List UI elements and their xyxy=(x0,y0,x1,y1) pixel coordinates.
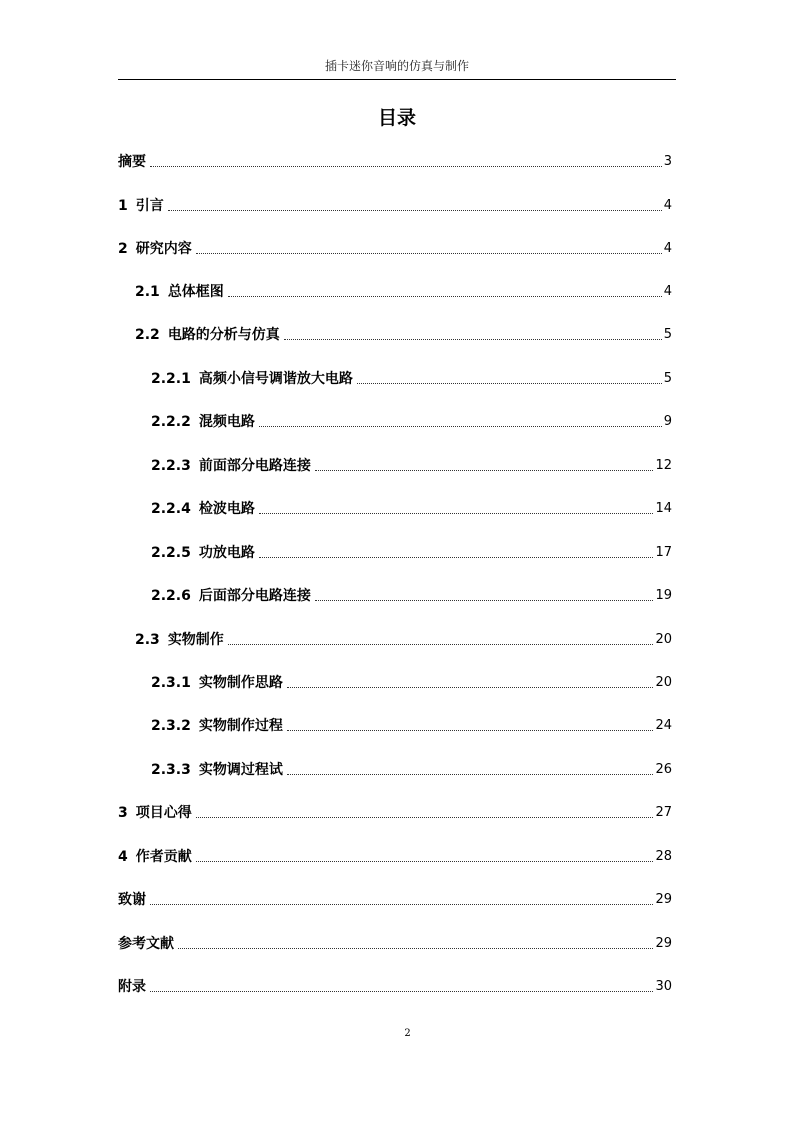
toc-entry-page: 30 xyxy=(655,979,672,994)
leader-dots xyxy=(287,774,654,775)
toc-entry-title: 实物制作过程 xyxy=(198,718,283,734)
toc-entry-number: 1 xyxy=(118,198,128,214)
toc-entry-title: 参考文献 xyxy=(118,936,174,952)
toc-entry-number: 2.3.1 xyxy=(151,675,191,691)
leader-dots xyxy=(284,339,662,340)
toc-entry-page: 3 xyxy=(663,154,672,169)
leader-dots xyxy=(150,991,653,992)
toc-entry-number: 4 xyxy=(118,849,128,865)
toc-entry-title: 后面部分电路连接 xyxy=(198,588,311,604)
running-header: 插卡迷你音响的仿真与制作 xyxy=(324,59,469,73)
toc-entry-number: 2 xyxy=(118,241,128,257)
leader-dots xyxy=(228,644,654,645)
leader-dots xyxy=(315,470,654,471)
toc-entry-appendix[interactable] xyxy=(118,977,672,997)
toc-entry-title: 检波电路 xyxy=(198,501,255,517)
toc-entry-page: 12 xyxy=(655,458,672,473)
toc-entry-build-approach[interactable] xyxy=(151,673,672,693)
toc-entry-title: 电路的分析与仿真 xyxy=(167,327,280,343)
toc-entry-title: 高频小信号调谐放大电路 xyxy=(198,371,353,387)
toc-entry-title: 实物调过程试 xyxy=(198,762,283,778)
toc-entry-page: 17 xyxy=(655,545,672,560)
toc-entry-title: 附录 xyxy=(118,979,146,995)
toc-entry-page: 29 xyxy=(655,892,672,907)
toc-entry-research-content[interactable] xyxy=(118,239,672,259)
toc-entry-number: 2.3.3 xyxy=(151,762,191,778)
header-divider xyxy=(118,79,676,80)
toc-entry-page: 9 xyxy=(663,414,672,429)
toc-entry-build-process[interactable] xyxy=(151,716,672,736)
toc-title: 目录 xyxy=(377,107,416,129)
toc-entry-title: 总体框图 xyxy=(167,284,224,300)
toc-entry-title: 致谢 xyxy=(118,892,146,908)
toc-entry-number: 2.3 xyxy=(135,632,160,648)
toc-entry-page: 4 xyxy=(663,241,672,256)
leader-dots xyxy=(357,383,662,384)
leader-dots xyxy=(228,296,662,297)
toc-entry-references[interactable] xyxy=(118,934,672,954)
leader-dots xyxy=(168,210,662,211)
toc-entry-author-contributions[interactable] xyxy=(118,847,672,867)
leader-dots xyxy=(196,861,654,862)
toc-entry-introduction[interactable] xyxy=(118,196,672,216)
toc-entry-build-debugging[interactable] xyxy=(151,760,672,780)
toc-entry-title: 研究内容 xyxy=(135,241,192,257)
toc-entry-title: 前面部分电路连接 xyxy=(198,458,311,474)
toc-entry-title: 作者贡献 xyxy=(135,849,192,865)
page-number: 2 xyxy=(404,1028,411,1039)
toc-entry-page: 14 xyxy=(655,501,672,516)
toc-entry-abstract[interactable] xyxy=(118,152,672,172)
toc-entry-detector[interactable] xyxy=(151,499,672,519)
toc-entry-page: 20 xyxy=(655,632,672,647)
toc-entry-hf-amplifier[interactable] xyxy=(151,369,672,389)
toc-entry-number: 2.3.2 xyxy=(151,718,191,734)
toc-entry-title: 摘要 xyxy=(118,154,146,170)
toc-entry-number: 2.2 xyxy=(135,327,160,343)
toc-entry-number: 2.2.6 xyxy=(151,588,191,604)
toc-entry-number: 3 xyxy=(118,805,128,821)
toc-entry-number: 2.2.5 xyxy=(151,545,191,561)
toc-entry-mixer[interactable] xyxy=(151,412,672,432)
toc-entry-rear-connection[interactable] xyxy=(151,586,672,606)
toc-entry-page: 5 xyxy=(663,371,672,386)
leader-dots xyxy=(196,253,662,254)
toc-entry-front-connection[interactable] xyxy=(151,456,672,476)
toc-entry-page: 5 xyxy=(663,327,672,342)
toc-entry-physical-build[interactable] xyxy=(135,630,672,650)
leader-dots xyxy=(259,426,662,427)
toc-entry-page: 24 xyxy=(655,718,672,733)
leader-dots xyxy=(150,904,653,905)
toc-entry-title: 混频电路 xyxy=(198,414,255,430)
toc-entry-title: 引言 xyxy=(135,198,164,214)
leader-dots xyxy=(178,948,653,949)
toc-entry-power-amplifier[interactable] xyxy=(151,543,672,563)
toc-entry-title: 功放电路 xyxy=(198,545,255,561)
toc-entry-title: 项目心得 xyxy=(135,805,192,821)
leader-dots xyxy=(315,600,654,601)
leader-dots xyxy=(150,166,662,167)
leader-dots xyxy=(287,687,654,688)
toc-entry-number: 2.1 xyxy=(135,284,160,300)
toc-entry-page: 28 xyxy=(655,849,672,864)
toc-entry-page: 4 xyxy=(663,198,672,213)
leader-dots xyxy=(287,730,654,731)
toc-entry-number: 2.2.3 xyxy=(151,458,191,474)
toc-entry-page: 20 xyxy=(655,675,672,690)
toc-entry-title: 实物制作 xyxy=(167,632,224,648)
toc-entry-block-diagram[interactable] xyxy=(135,282,672,302)
leader-dots xyxy=(196,817,654,818)
toc-entry-page: 26 xyxy=(655,762,672,777)
toc-entry-title: 实物制作思路 xyxy=(198,675,283,691)
toc-entry-number: 2.2.1 xyxy=(151,371,191,387)
toc-entry-acknowledgements[interactable] xyxy=(118,890,672,910)
toc-entry-page: 27 xyxy=(655,805,672,820)
leader-dots xyxy=(259,513,654,514)
toc-entry-project-reflections[interactable] xyxy=(118,803,672,823)
toc-entry-page: 19 xyxy=(655,588,672,603)
toc-entry-number: 2.2.2 xyxy=(151,414,191,430)
toc-entry-circuit-analysis[interactable] xyxy=(135,325,672,345)
leader-dots xyxy=(259,557,654,558)
toc-entry-page: 29 xyxy=(655,936,672,951)
toc-entry-page: 4 xyxy=(663,284,672,299)
toc-entry-number: 2.2.4 xyxy=(151,501,191,517)
